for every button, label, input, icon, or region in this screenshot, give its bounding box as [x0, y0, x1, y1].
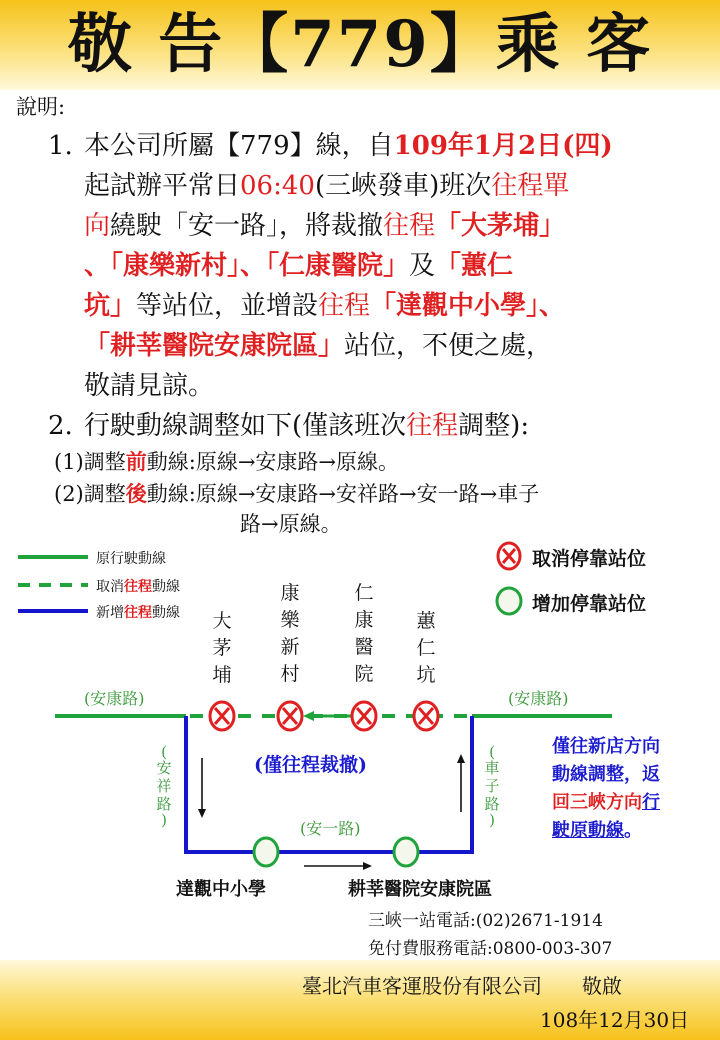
cut-note: (僅往程裁撤): [254, 754, 367, 776]
item-1-number: 1.: [48, 131, 73, 161]
footer-company: 臺北汽車客運股份有限公司 敬啟: [302, 974, 622, 998]
item-2-number: 2.: [48, 411, 73, 441]
legend-cancel-stop-label: 取消停靠站位: [532, 548, 647, 570]
contact-free: 免付費服務電話:0800-003-307: [368, 939, 613, 959]
cancel-stop-kangle: [278, 702, 302, 730]
note-label: 說明:: [16, 95, 66, 119]
footer-date: 108年12月30日: [540, 1008, 690, 1032]
route-before: (1)調整前動線:原線→安康路→原線。: [54, 449, 400, 474]
side-note-line-4: 駛原動線。: [552, 820, 642, 841]
new-stop-label-gengxin: 耕莘醫院安康院區: [348, 879, 492, 900]
new-stop-label-daguan: 達觀中小學: [176, 879, 266, 900]
arrow-down: [198, 758, 206, 818]
legend-orig-label: 原行駛動線: [96, 551, 166, 567]
legend-cancel-marker: [498, 543, 520, 569]
route-after: (2)調整後動線:原線→安康路→安祥路→安一路→車子: [54, 481, 540, 506]
item-1-line-4: 、「康樂新村」、「仁康醫院」及「蕙仁: [84, 251, 514, 281]
new-stop-daguan: [254, 838, 278, 866]
cancel-stop-huiren: [414, 702, 438, 730]
legend-cancel-label: 取消往程動線: [96, 579, 180, 595]
contact-sanxia: 三峽一站電話:(02)2671-1914: [368, 911, 603, 931]
road-label-ankang-right: (安康路): [508, 689, 569, 708]
route-after-cont: 路→原線。: [240, 512, 342, 536]
side-note-line-1: 僅往新店方向: [552, 736, 660, 757]
item-2-line-1: 行駛動線調整如下(僅該班次往程調整):: [84, 411, 530, 441]
item-1-line-6: 「耕莘醫院安康院區」站位，不便之處，: [84, 331, 553, 361]
road-label-ankang-left: (安康路): [84, 689, 145, 708]
arrow-up: [457, 754, 465, 812]
cancel-stop-damaopu: [210, 702, 234, 730]
item-1-line-2: 起試辦平常日06:40(三峽發車)班次往程單: [84, 171, 570, 201]
side-note-line-2: 動線調整，返: [552, 764, 660, 785]
item-1-line-5: 坑」等站位，並增設往程「達觀中小學」、: [84, 291, 566, 321]
legend-add-marker: [497, 588, 521, 614]
legend-add-stop-label: 增加停靠站位: [532, 593, 647, 615]
new-stop-gengxin: [394, 838, 418, 866]
road-label-anyi: (安一路): [300, 819, 361, 838]
side-note-line-3: 回三峽方向行: [552, 792, 660, 813]
item-1-line-7: 敬請見諒。: [84, 371, 215, 401]
item-1-line-3: 向繞駛「安一路」，將裁撤往程「大茅埔」: [84, 211, 566, 241]
page-title: 敬 告【779】乘 客: [67, 7, 653, 82]
item-1-line-1: 本公司所屬【779】線，自109年1月2日(四): [84, 131, 613, 161]
arrow-right: [304, 862, 372, 870]
cancel-stop-renkang: [352, 702, 376, 730]
legend-new-label: 新增往程動線: [96, 605, 180, 621]
